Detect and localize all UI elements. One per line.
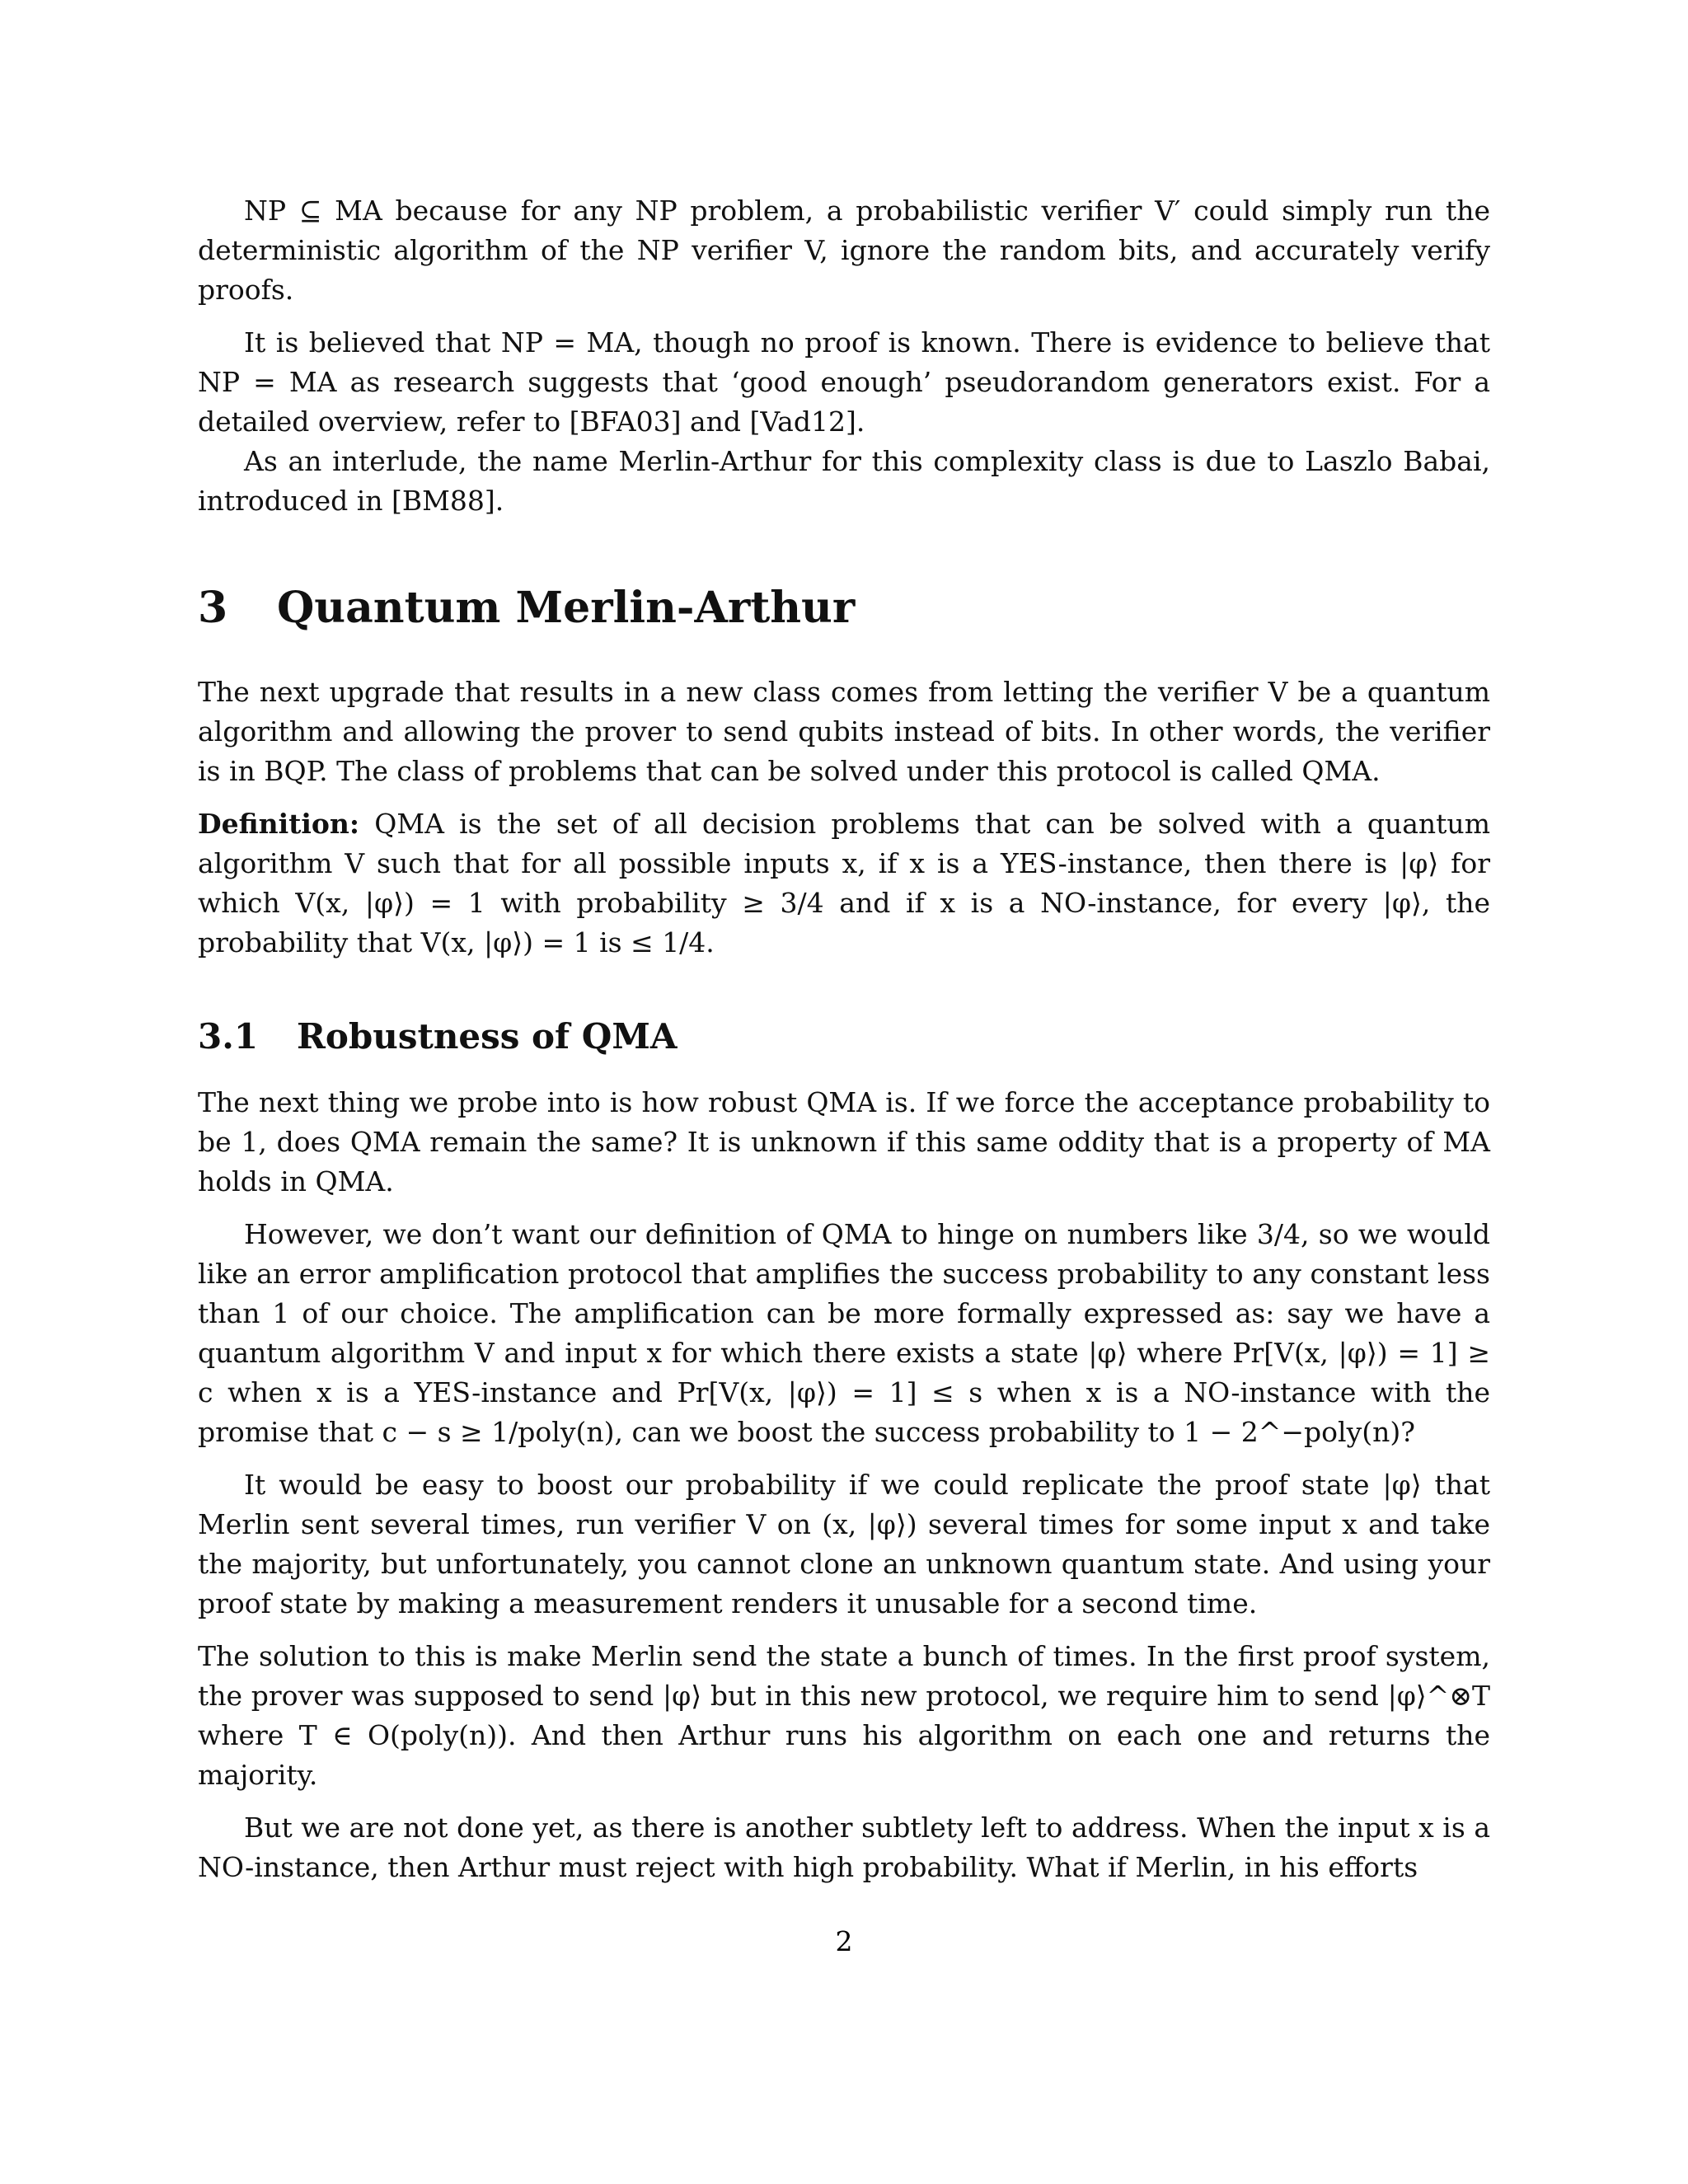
paragraph-amplification: However, we don’t want our definition of QMA to hinge on numbers like 3/4, so we would like an error amplification protocol that amplifies the success probability to any constant less than 1 of our choice. The amplification can be more formally expressed as: say we have a quantum algorithm V and input x for which there exists a state |φ⟩ where Pr[V(x, |φ⟩) = 1] ≥ c when x is a YES-instance and Pr[V(x, |φ⟩) = 1] ≤ s when x is a NO-instance with the promise that c − s ≥ 1/poly(n), can we boost the success probability to 1 − 2^−poly(n)? (198, 1218, 1490, 1448)
paragraph-cloning: It would be easy to boost our probability if we could replicate the proof state |φ⟩ that Merlin sent several times, run verifier V on (x, |φ⟩) several times for some input x and take the majority, but unfortunately, you cannot clone an unknown quantum state. And using your proof state by making a measurement renders it unusable for a second time. (198, 1469, 1490, 1619)
page-number: 2 (835, 1925, 853, 1957)
paragraph-robustness: The next thing we probe into is how robust QMA is. If we force the acceptance probability to be 1, does QMA remain the same? It is unknown if this same oddity that is a property of MA holds in QMA. (198, 1086, 1490, 1197)
section-title: Quantum Merlin-Arthur (277, 583, 856, 633)
definition-block (198, 804, 1490, 963)
paragraph-interlude: As an interlude, the name Merlin-Arthur for this complexity class is due to Laszlo Babai, introduced in [BM88]. (198, 445, 1490, 517)
paragraph-subtlety: But we are not done yet, as there is another subtlety left to address. When the input x is a NO-instance, then Arthur must reject with high probability. What if Merlin, in his efforts (198, 1811, 1490, 1883)
definition-label: Definition: (198, 808, 360, 840)
section-heading (198, 582, 1490, 635)
paragraph-solution: The solution to this is make Merlin send the state a bunch of times. In the first proof system, the prover was supposed to send |φ⟩ but in this new protocol, we require him to send |φ⟩^⊗T where T ∈ O(poly(n)). And then Arthur runs his algorithm on each one and returns the majority. (198, 1640, 1490, 1791)
section-number: 3 (198, 583, 228, 633)
subsection-heading (198, 1014, 1490, 1060)
definition-text: QMA is the set of all decision problems that can be solved with a quantum algorithm V such that for all possible inputs x, if x is a YES-instance, then there is |φ⟩ for which V(x, |φ⟩) = 1 with probability ≥ 3/4 and if x is a NO-instance, for every |φ⟩, the probability that V(x, |φ⟩) = 1 is ≤ 1/4. (198, 808, 1490, 958)
document-page (198, 191, 1490, 1900)
subsection-title: Robustness of QMA (297, 1016, 678, 1057)
subsection-number: 3.1 (198, 1016, 259, 1057)
paragraph-np-equals-ma: It is believed that NP = MA, though no proof is known. There is evidence to believe that NP = MA as research suggests that ‘good enough’ pseudorandom generators exist. For a detailed overview, refer to [BFA03] and [Vad12]. (198, 326, 1490, 438)
paragraph-np-in-ma: NP ⊆ MA because for any NP problem, a probabilistic verifier V′ could simply run the deterministic algorithm of the NP verifier V, ignore the random bits, and accurately verify proofs. (198, 194, 1490, 306)
paragraph-section-intro: The next upgrade that results in a new class comes from letting the verifier V be a quantum algorithm and allowing the prover to send qubits instead of bits. In other words, the verifier is in BQP. The class of problems that can be solved under this protocol is called QMA. (198, 676, 1490, 787)
